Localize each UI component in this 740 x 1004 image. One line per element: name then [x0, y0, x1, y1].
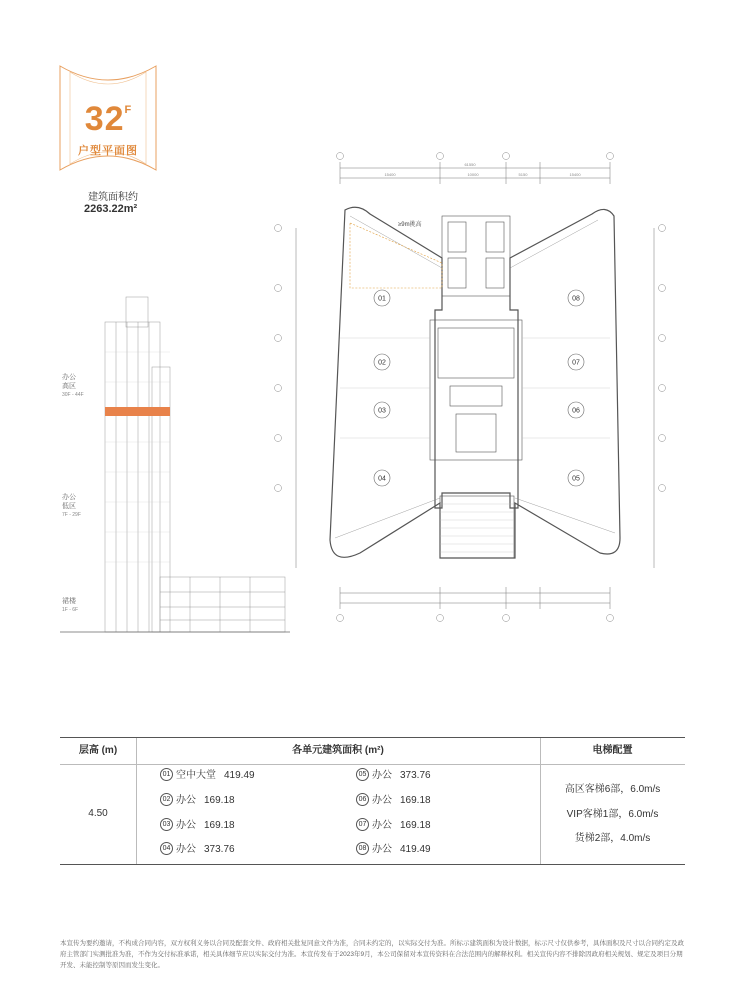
unit-row-04 — [160, 842, 235, 858]
plan-unit-08: 08 — [572, 295, 580, 303]
unit-area-08: 419.49 — [400, 844, 431, 855]
floor-plan-subtitle: 户型平面图 — [78, 145, 138, 157]
zone-low-range: 7F - 29F — [62, 511, 81, 518]
unit-area-03: 169.18 — [204, 820, 235, 831]
unit-row-03 — [160, 818, 235, 834]
unit-name-07: 办公 — [372, 820, 392, 831]
elevator-high-zone: 高区客梯6部，6.0m/s — [564, 784, 661, 795]
elevator-freight: 货梯2部，4.0m/s — [574, 833, 651, 844]
zone-podium-label: 裙楼 — [62, 598, 76, 605]
plan-unit-04: 04 — [378, 475, 386, 483]
elevation-drawing — [60, 292, 290, 642]
header-divider — [60, 764, 685, 765]
zone-podium — [62, 598, 78, 613]
unit-area-header: 各单元建筑面积 (m²) — [292, 745, 384, 756]
floor-suffix: F — [124, 104, 132, 116]
height-header: 层高 (m) — [78, 745, 118, 756]
unit-no-02: 02 — [160, 793, 173, 806]
unit-no-07: 07 — [356, 818, 369, 831]
disclaimer-text: 本宣传为要约邀请，不构成合同内容，双方权利义务以合同及配套文件、政府相关批复同意文件为准，合同未约定的，以实际交付为准。所标示建筑面积为设计数据，标示尺寸仅供参考，具体面积及尺寸以合同约定及政府主管部门实测批准为准，不作为交付标准承诺，相关具体细节应以实际交付为准。本宣传发布于2023年9月，本公司保留对本宣传资料在合法范围内的解释权利。相关宣传内容不排除因政府相关规划、规定及项目分期开发、未能控制等原因而发生变化。 — [60, 940, 684, 969]
floor-plan-drawing — [270, 148, 670, 638]
unit-area-01: 419.49 — [224, 770, 255, 781]
floor-height-value: 4.50 — [88, 808, 108, 819]
dim-seg-3: 5150 — [518, 172, 528, 177]
unit-name-05: 办公 — [372, 770, 392, 781]
spec-table — [60, 737, 685, 865]
col-divider-2 — [540, 738, 541, 864]
floor-plan — [270, 148, 670, 638]
unit-name-08: 办公 — [372, 844, 392, 855]
unit-row-05 — [356, 768, 431, 784]
unit-no-01: 01 — [160, 768, 173, 781]
dim-seg-1: 15400 — [384, 172, 396, 177]
zone-high-label: 办公 高区 — [62, 374, 76, 390]
unit-no-05: 05 — [356, 768, 369, 781]
unit-area-07: 169.18 — [400, 820, 431, 831]
zone-podium-range: 1F - 6F — [62, 606, 79, 613]
area-value: 2263.22m² — [84, 203, 138, 215]
area-label: 建筑面积约 — [88, 192, 138, 203]
unit-name-06: 办公 — [372, 795, 392, 806]
unit-name-02: 办公 — [176, 795, 196, 806]
unit-no-08: 08 — [356, 842, 369, 855]
unit-area-05: 373.76 — [400, 770, 431, 781]
unit-row-02 — [160, 793, 235, 809]
col-divider-1 — [136, 738, 137, 864]
unit-name-01: 空中大堂 — [176, 770, 216, 781]
elevator-header: 电梯配置 — [592, 745, 633, 756]
dim-total-top: 61550 — [464, 162, 476, 167]
dim-seg-4: 15400 — [569, 172, 581, 177]
unit-area-06: 169.18 — [400, 795, 431, 806]
zone-high — [62, 374, 84, 398]
unit-no-04: 04 — [160, 842, 173, 855]
plan-unit-01: 01 — [378, 295, 386, 303]
plan-unit-02: 02 — [378, 359, 386, 367]
floor-badge — [56, 62, 160, 174]
atrium-annotation: ≥9m挑高 — [398, 222, 422, 228]
plan-unit-07: 07 — [572, 359, 580, 367]
unit-row-08 — [356, 842, 431, 858]
unit-area-02: 169.18 — [204, 795, 235, 806]
unit-no-03: 03 — [160, 818, 173, 831]
unit-name-03: 办公 — [176, 820, 196, 831]
unit-no-06: 06 — [356, 793, 369, 806]
floor-number-text: 32 — [84, 100, 125, 138]
plan-unit-06: 06 — [572, 407, 580, 415]
zone-low — [62, 494, 81, 518]
plan-unit-03: 03 — [378, 407, 386, 415]
unit-name-04: 办公 — [176, 844, 196, 855]
unit-row-06 — [356, 793, 431, 809]
floor-number — [56, 100, 160, 139]
unit-row-07 — [356, 818, 431, 834]
dim-seg-2: 10000 — [467, 172, 479, 177]
building-elevation — [60, 292, 290, 642]
unit-area-04: 373.76 — [204, 844, 235, 855]
elevator-vip: VIP客梯1部，6.0m/s — [566, 809, 659, 820]
zone-low-label: 办公 低区 — [62, 494, 76, 510]
floor-32-highlight — [105, 407, 170, 416]
zone-high-range: 30F - 44F — [62, 391, 84, 398]
plan-unit-05: 05 — [572, 475, 580, 483]
unit-row-01 — [160, 768, 255, 784]
